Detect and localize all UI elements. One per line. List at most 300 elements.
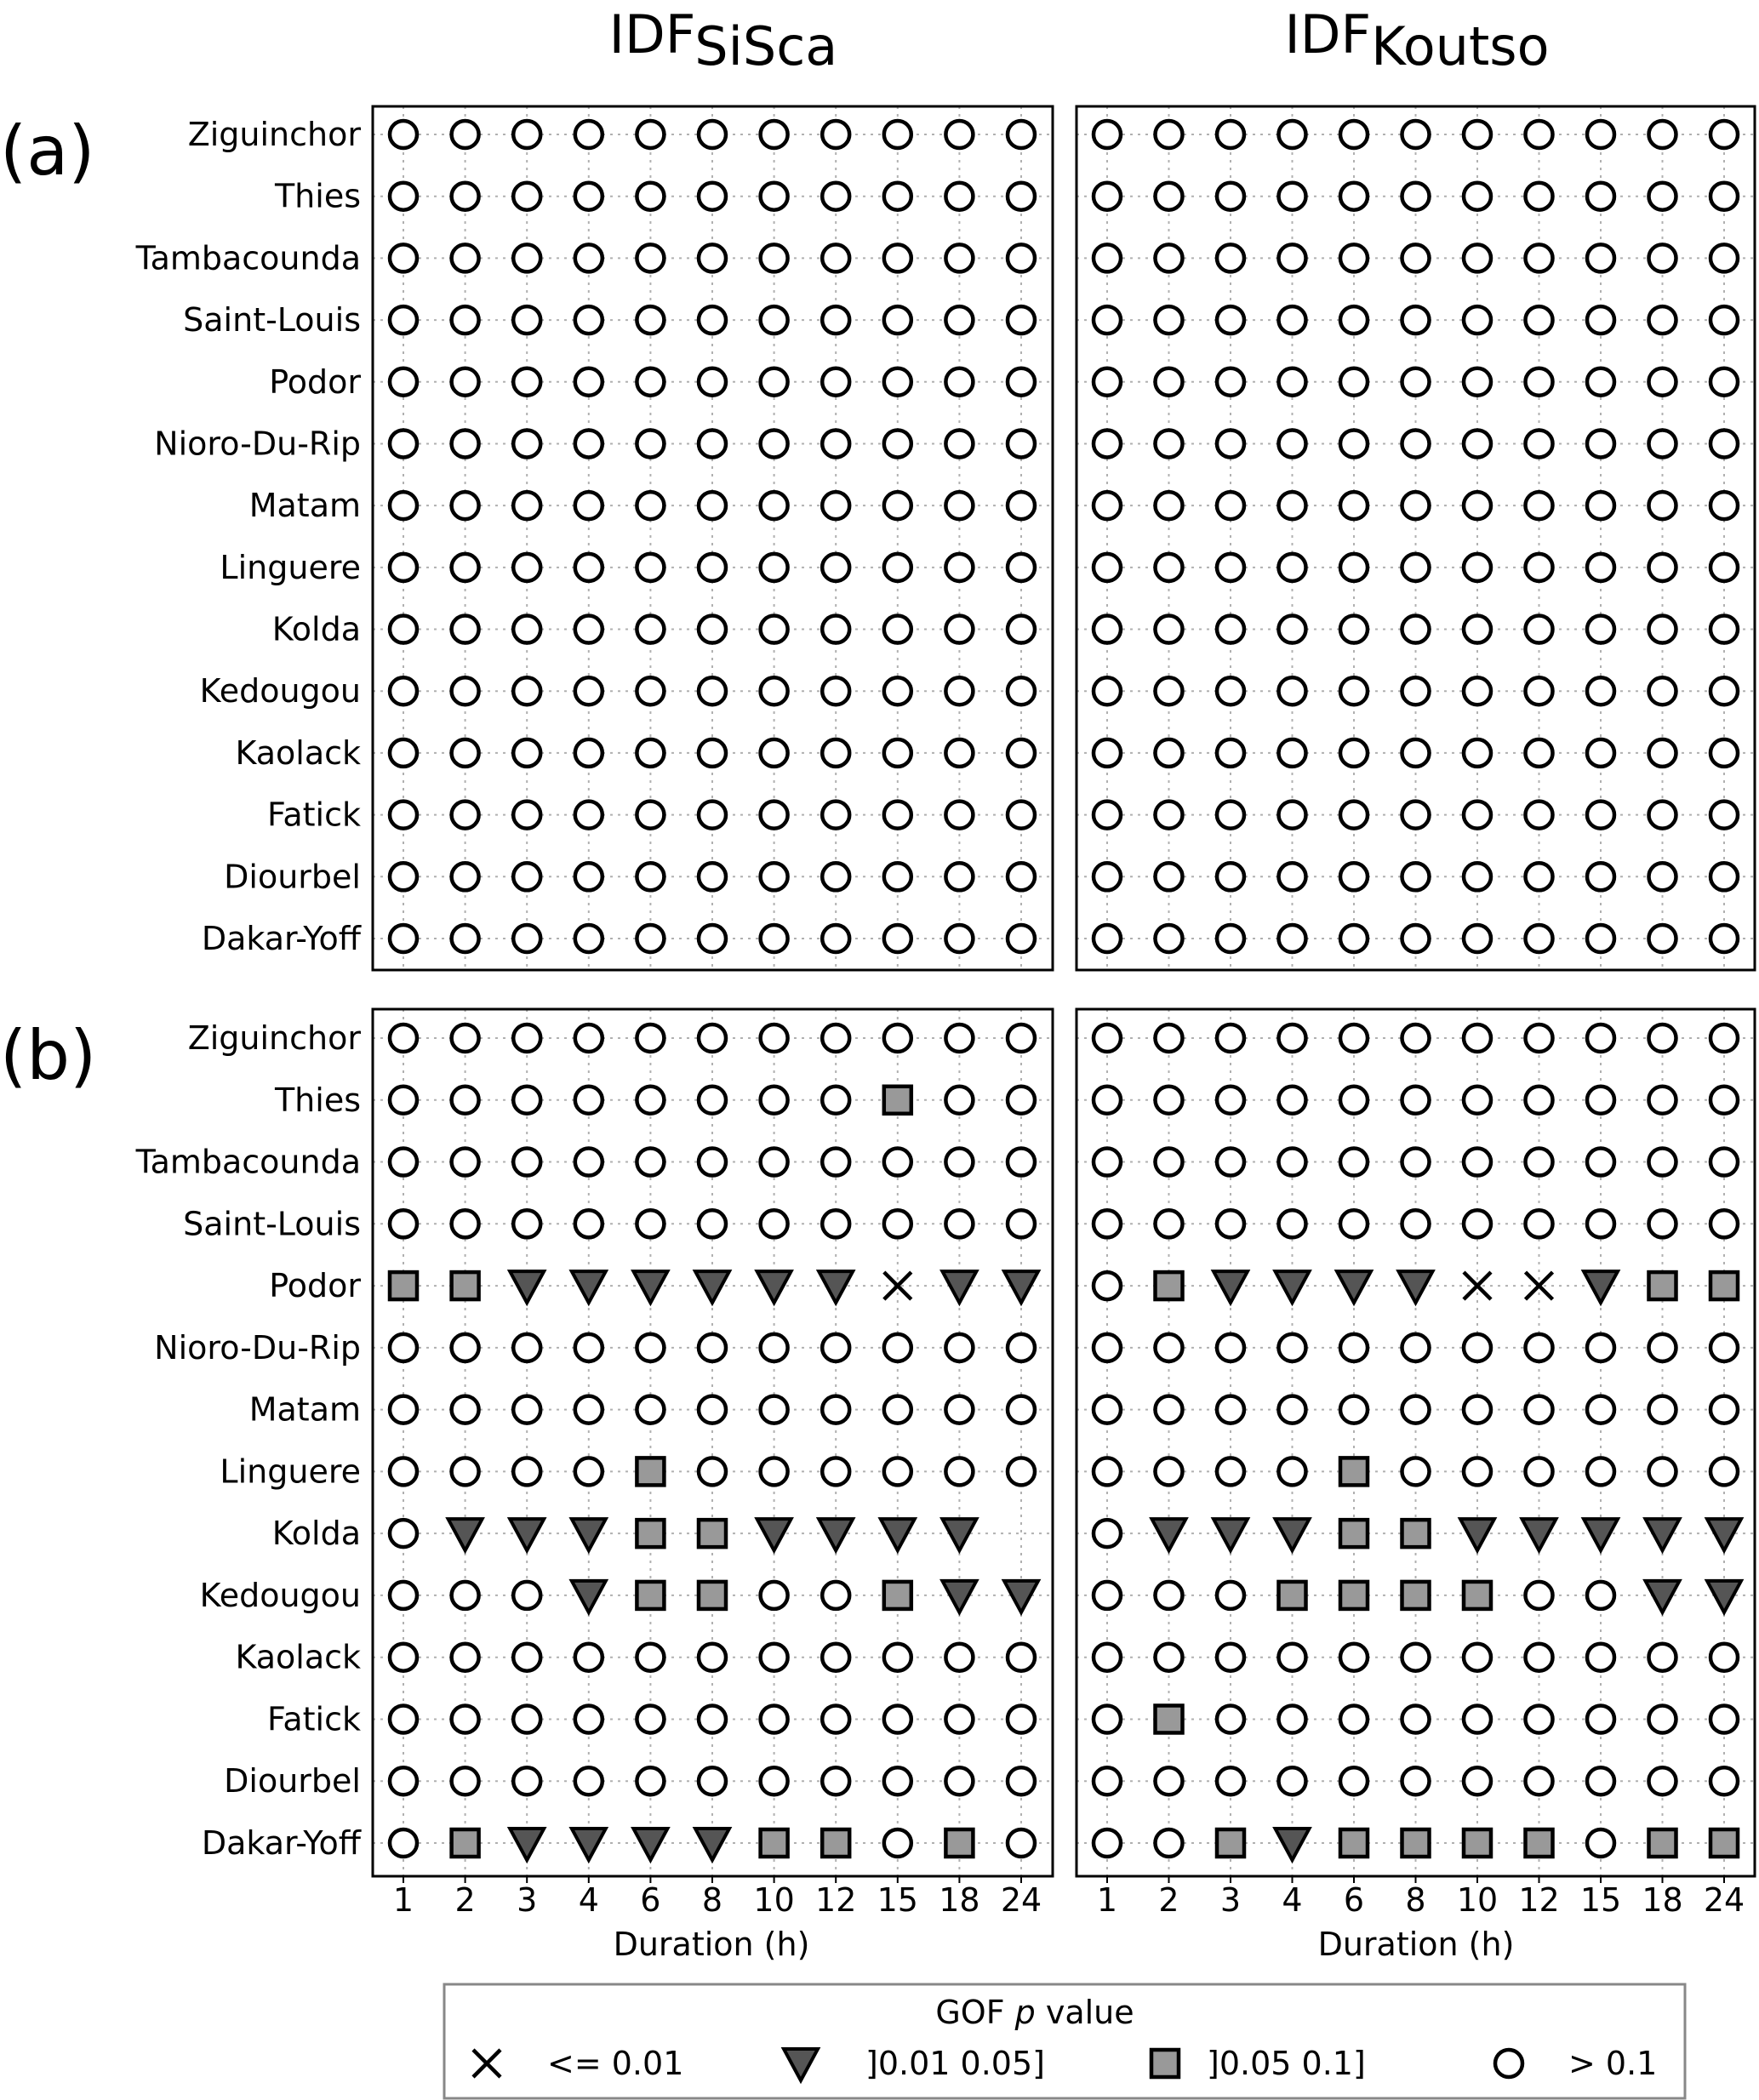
marker-linguere-15h xyxy=(1587,554,1614,581)
marker-diourbel-18h xyxy=(1649,1767,1676,1795)
marker-fatick-18h xyxy=(1649,802,1676,829)
marker-nioro-du-rip-4h xyxy=(1279,1334,1306,1361)
marker-ziguinchor-4h xyxy=(575,1024,603,1052)
marker-linguere-2h xyxy=(452,554,479,581)
marker-nioro-du-rip-8h xyxy=(1402,430,1430,457)
legend-label-square: ]0.05 0.1] xyxy=(1207,2045,1366,2082)
marker-kedougou-4h xyxy=(1279,677,1306,705)
marker-kedougou-1h xyxy=(1094,1582,1121,1609)
marker-matam-6h xyxy=(637,1396,664,1424)
marker-ziguinchor-2h xyxy=(452,121,479,148)
marker-podor-1h xyxy=(390,368,417,396)
x-tick-label: 12 xyxy=(815,1881,857,1919)
marker-kaolack-15h xyxy=(884,1644,911,1671)
marker-thies-4h xyxy=(1279,1087,1306,1114)
marker-tambacounda-10h xyxy=(1464,244,1491,271)
marker-dakar-yoff-18h xyxy=(945,925,973,952)
station-label: Kaolack xyxy=(235,733,361,772)
marker-kaolack-8h xyxy=(699,739,726,767)
station-label: Matam xyxy=(248,1390,361,1429)
marker-nioro-du-rip-4h xyxy=(1279,430,1306,457)
marker-kaolack-10h xyxy=(761,739,788,767)
marker-linguere-18h xyxy=(945,554,973,581)
panel-frame xyxy=(1077,106,1755,970)
marker-saint-louis-4h xyxy=(1279,1210,1306,1237)
marker-saint-louis-15h xyxy=(1587,306,1614,334)
marker-kolda-12h xyxy=(1526,616,1553,643)
marker-ziguinchor-24h xyxy=(1710,1024,1738,1052)
marker-matam-15h xyxy=(884,492,911,519)
marker-dakar-yoff-1h xyxy=(1094,1829,1121,1857)
marker-podor-6h xyxy=(1337,1271,1371,1303)
marker-thies-18h xyxy=(945,1087,973,1114)
panel-b-sisca xyxy=(135,1009,1053,1919)
marker-diourbel-3h xyxy=(513,1767,540,1795)
marker-thies-10h xyxy=(761,1087,788,1114)
marker-ziguinchor-3h xyxy=(513,121,540,148)
marker-kedougou-4h xyxy=(1279,1582,1306,1609)
marker-matam-4h xyxy=(575,1396,603,1424)
marker-dakar-yoff-24h xyxy=(1008,1829,1035,1857)
marker-thies-1h xyxy=(1094,183,1121,210)
station-label: Kaolack xyxy=(235,1638,361,1676)
marker-saint-louis-6h xyxy=(637,306,664,334)
marker-kedougou-2h xyxy=(452,677,479,705)
marker-kolda-18h xyxy=(1649,616,1676,643)
marker-kaolack-4h xyxy=(575,739,603,767)
marker-tambacounda-6h xyxy=(637,1149,664,1176)
marker-fatick-3h xyxy=(1217,1705,1244,1732)
marker-kolda-4h xyxy=(572,1519,606,1550)
marker-diourbel-4h xyxy=(575,1767,603,1795)
marker-ziguinchor-24h xyxy=(1710,121,1738,148)
marker-kedougou-6h xyxy=(637,677,664,705)
marker-tambacounda-8h xyxy=(1402,244,1430,271)
marker-kaolack-15h xyxy=(1587,739,1614,767)
marker-saint-louis-15h xyxy=(884,1210,911,1237)
marker-kedougou-12h xyxy=(1526,677,1553,705)
marker-kaolack-3h xyxy=(513,739,540,767)
marker-tambacounda-1h xyxy=(390,244,417,271)
marker-nioro-du-rip-3h xyxy=(1217,430,1244,457)
marker-linguere-24h xyxy=(1008,554,1035,581)
marker-diourbel-24h xyxy=(1710,863,1738,890)
marker-tambacounda-4h xyxy=(575,1149,603,1176)
marker-dakar-yoff-4h xyxy=(572,1829,606,1860)
marker-saint-louis-8h xyxy=(699,306,726,334)
marker-saint-louis-1h xyxy=(390,306,417,334)
marker-kaolack-6h xyxy=(637,739,664,767)
marker-kaolack-8h xyxy=(1402,1644,1430,1671)
x-tick-label: 12 xyxy=(1518,1881,1560,1919)
marker-ziguinchor-12h xyxy=(822,121,849,148)
x-tick-label: 15 xyxy=(1579,1881,1622,1919)
marker-saint-louis-12h xyxy=(822,306,849,334)
marker-linguere-2h xyxy=(1156,554,1183,581)
marker-thies-15h xyxy=(1587,183,1614,210)
marker-linguere-6h xyxy=(1340,554,1368,581)
marker-kaolack-18h xyxy=(1649,739,1676,767)
marker-tambacounda-12h xyxy=(822,244,849,271)
marker-saint-louis-8h xyxy=(699,1210,726,1237)
marker-ziguinchor-15h xyxy=(1587,1024,1614,1052)
marker-dakar-yoff-3h xyxy=(513,925,540,952)
legend-title xyxy=(935,1994,1134,2031)
marker-tambacounda-6h xyxy=(637,244,664,271)
marker-kolda-8h xyxy=(699,616,726,643)
marker-nioro-du-rip-18h xyxy=(1649,430,1676,457)
marker-linguere-4h xyxy=(1279,1458,1306,1485)
panel-frame xyxy=(373,106,1053,970)
marker-podor-24h xyxy=(1004,1271,1038,1303)
marker-diourbel-12h xyxy=(822,863,849,890)
marker-kedougou-2h xyxy=(452,1582,479,1609)
marker-ziguinchor-10h xyxy=(1464,1024,1491,1052)
marker-saint-louis-3h xyxy=(1217,1210,1244,1237)
marker-matam-8h xyxy=(1402,1396,1430,1424)
marker-matam-8h xyxy=(1402,492,1430,519)
marker-dakar-yoff-15h xyxy=(1587,1829,1614,1857)
marker-matam-24h xyxy=(1710,492,1738,519)
marker-nioro-du-rip-4h xyxy=(575,1334,603,1361)
marker-podor-3h xyxy=(1217,368,1244,396)
marker-fatick-10h xyxy=(761,802,788,829)
marker-fatick-4h xyxy=(1279,1705,1306,1732)
marker-diourbel-15h xyxy=(884,863,911,890)
x-tick-label: 8 xyxy=(1405,1881,1426,1919)
legend-title-prefix: GOF xyxy=(935,1994,1015,2031)
marker-podor-15h xyxy=(1587,368,1614,396)
marker-saint-louis-8h xyxy=(1402,1210,1430,1237)
marker-nioro-du-rip-12h xyxy=(822,1334,849,1361)
marker-tambacounda-2h xyxy=(1156,244,1183,271)
marker-kaolack-1h xyxy=(1094,1644,1121,1671)
marker-kedougou-12h xyxy=(822,1582,849,1609)
marker-saint-louis-1h xyxy=(1094,1210,1121,1237)
marker-matam-8h xyxy=(699,492,726,519)
marker-dakar-yoff-2h xyxy=(1156,925,1183,952)
marker-diourbel-2h xyxy=(452,1767,479,1795)
marker-dakar-yoff-4h xyxy=(1276,1829,1310,1860)
marker-matam-3h xyxy=(1217,492,1244,519)
marker-diourbel-8h xyxy=(1402,1767,1430,1795)
marker-ziguinchor-2h xyxy=(1156,121,1183,148)
marker-dakar-yoff-8h xyxy=(1402,1829,1430,1857)
marker-thies-2h xyxy=(452,183,479,210)
marker-kaolack-6h xyxy=(1340,739,1368,767)
marker-nioro-du-rip-6h xyxy=(1340,430,1368,457)
marker-matam-4h xyxy=(1279,1396,1306,1424)
x-tick-label: 2 xyxy=(1158,1881,1179,1919)
marker-thies-2h xyxy=(1156,1087,1183,1114)
marker-thies-18h xyxy=(1649,1087,1676,1114)
marker-linguere-15h xyxy=(1587,1458,1614,1485)
station-label: Podor xyxy=(269,1267,361,1305)
station-label: Thies xyxy=(274,177,361,215)
marker-thies-4h xyxy=(575,1087,603,1114)
marker-saint-louis-3h xyxy=(1217,306,1244,334)
marker-kaolack-2h xyxy=(1156,739,1183,767)
x-tick-label: 24 xyxy=(1703,1881,1745,1919)
marker-linguere-12h xyxy=(822,1458,849,1485)
marker-kedougou-8h xyxy=(1402,677,1430,705)
marker-nioro-du-rip-6h xyxy=(637,430,664,457)
marker-dakar-yoff-3h xyxy=(1217,1829,1244,1857)
marker-diourbel-2h xyxy=(1156,863,1183,890)
marker-kolda-8h xyxy=(1402,616,1430,643)
marker-tambacounda-18h xyxy=(1649,1149,1676,1176)
column-title-sisca-base: IDF xyxy=(608,3,695,66)
marker-nioro-du-rip-1h xyxy=(1094,430,1121,457)
marker-kolda-2h xyxy=(452,616,479,643)
marker-dakar-yoff-1h xyxy=(1094,925,1121,952)
marker-kedougou-10h xyxy=(761,1582,788,1609)
station-label: Nioro-Du-Rip xyxy=(154,425,361,463)
marker-fatick-3h xyxy=(513,802,540,829)
marker-ziguinchor-4h xyxy=(1279,1024,1306,1052)
column-title-koutso-base: IDF xyxy=(1284,3,1372,66)
marker-ziguinchor-2h xyxy=(452,1024,479,1052)
marker-dakar-yoff-10h xyxy=(1464,925,1491,952)
marker-kedougou-18h xyxy=(942,1581,976,1612)
legend-marker-square xyxy=(1151,2050,1179,2077)
station-label: Tambacounda xyxy=(135,239,361,277)
marker-kedougou-3h xyxy=(513,677,540,705)
marker-nioro-du-rip-10h xyxy=(1464,430,1491,457)
marker-matam-1h xyxy=(1094,1396,1121,1424)
x-axis-label-right: Duration (h) xyxy=(1317,1926,1515,1963)
marker-nioro-du-rip-18h xyxy=(1649,1334,1676,1361)
marker-podor-24h xyxy=(1710,368,1738,396)
marker-nioro-du-rip-1h xyxy=(1094,1334,1121,1361)
marker-matam-8h xyxy=(699,1396,726,1424)
marker-matam-12h xyxy=(1526,1396,1553,1424)
marker-nioro-du-rip-24h xyxy=(1710,1334,1738,1361)
marker-ziguinchor-1h xyxy=(390,1024,417,1052)
marker-dakar-yoff-4h xyxy=(575,925,603,952)
marker-kolda-18h xyxy=(1646,1519,1680,1550)
marker-kedougou-4h xyxy=(575,677,603,705)
marker-fatick-8h xyxy=(699,802,726,829)
marker-ziguinchor-8h xyxy=(699,1024,726,1052)
marker-ziguinchor-10h xyxy=(761,121,788,148)
marker-dakar-yoff-24h xyxy=(1710,925,1738,952)
marker-tambacounda-4h xyxy=(575,244,603,271)
marker-ziguinchor-6h xyxy=(1340,121,1368,148)
marker-diourbel-18h xyxy=(945,863,973,890)
marker-fatick-1h xyxy=(390,802,417,829)
marker-nioro-du-rip-12h xyxy=(822,430,849,457)
marker-podor-6h xyxy=(1340,368,1368,396)
marker-kolda-10h xyxy=(1464,616,1491,643)
marker-thies-6h xyxy=(1340,183,1368,210)
marker-dakar-yoff-8h xyxy=(1402,925,1430,952)
marker-thies-6h xyxy=(637,1087,664,1114)
marker-fatick-6h xyxy=(637,802,664,829)
marker-thies-8h xyxy=(1402,1087,1430,1114)
marker-dakar-yoff-4h xyxy=(1279,925,1306,952)
marker-linguere-24h xyxy=(1710,1458,1738,1485)
marker-kaolack-3h xyxy=(513,1644,540,1671)
marker-dakar-yoff-6h xyxy=(1340,1829,1368,1857)
marker-ziguinchor-15h xyxy=(884,1024,911,1052)
marker-diourbel-18h xyxy=(945,1767,973,1795)
marker-fatick-4h xyxy=(1279,802,1306,829)
marker-dakar-yoff-2h xyxy=(452,1829,479,1857)
marker-linguere-4h xyxy=(575,554,603,581)
marker-dakar-yoff-15h xyxy=(884,925,911,952)
marker-ziguinchor-1h xyxy=(1094,121,1121,148)
marker-diourbel-2h xyxy=(452,863,479,890)
marker-fatick-10h xyxy=(761,1705,788,1732)
marker-ziguinchor-3h xyxy=(1217,121,1244,148)
marker-linguere-8h xyxy=(1402,554,1430,581)
marker-kedougou-12h xyxy=(822,677,849,705)
marker-fatick-24h xyxy=(1008,1705,1035,1732)
legend-title-italic: p xyxy=(1014,1994,1036,2031)
marker-matam-10h xyxy=(761,492,788,519)
marker-podor-18h xyxy=(1649,1272,1676,1299)
marker-linguere-1h xyxy=(1094,1458,1121,1485)
marker-kolda-12h xyxy=(1522,1519,1556,1550)
marker-thies-12h xyxy=(1526,183,1553,210)
marker-linguere-2h xyxy=(1156,1458,1183,1485)
marker-kedougou-3h xyxy=(513,1582,540,1609)
marker-fatick-24h xyxy=(1710,1705,1738,1732)
column-title-koutso xyxy=(1284,3,1549,77)
marker-linguere-12h xyxy=(1526,1458,1553,1485)
marker-kedougou-6h xyxy=(1340,677,1368,705)
marker-nioro-du-rip-2h xyxy=(1156,1334,1183,1361)
x-tick-label: 2 xyxy=(454,1881,476,1919)
marker-nioro-du-rip-10h xyxy=(761,430,788,457)
marker-fatick-2h xyxy=(1156,802,1183,829)
marker-tambacounda-18h xyxy=(1649,244,1676,271)
marker-dakar-yoff-15h xyxy=(1587,925,1614,952)
marker-dakar-yoff-6h xyxy=(1340,925,1368,952)
marker-kaolack-2h xyxy=(452,1644,479,1671)
x-tick-label: 6 xyxy=(640,1881,661,1919)
marker-saint-louis-6h xyxy=(637,1210,664,1237)
marker-linguere-24h xyxy=(1008,1458,1035,1485)
marker-saint-louis-2h xyxy=(1156,1210,1183,1237)
marker-matam-18h xyxy=(945,492,973,519)
marker-thies-10h xyxy=(1464,1087,1491,1114)
marker-saint-louis-2h xyxy=(1156,306,1183,334)
marker-diourbel-2h xyxy=(1156,1767,1183,1795)
marker-kaolack-15h xyxy=(884,739,911,767)
marker-dakar-yoff-10h xyxy=(761,1829,788,1857)
marker-matam-18h xyxy=(945,1396,973,1424)
marker-tambacounda-1h xyxy=(1094,1149,1121,1176)
marker-nioro-du-rip-18h xyxy=(945,430,973,457)
marker-nioro-du-rip-15h xyxy=(1587,430,1614,457)
marker-tambacounda-10h xyxy=(1464,1149,1491,1176)
marker-kedougou-2h xyxy=(1156,677,1183,705)
marker-kolda-3h xyxy=(1217,616,1244,643)
legend xyxy=(444,1984,1685,2098)
marker-matam-12h xyxy=(1526,492,1553,519)
marker-tambacounda-8h xyxy=(699,244,726,271)
marker-ziguinchor-3h xyxy=(1217,1024,1244,1052)
marker-podor-24h xyxy=(1710,1272,1738,1299)
marker-linguere-4h xyxy=(1279,554,1306,581)
marker-podor-2h xyxy=(452,1272,479,1299)
marker-kedougou-1h xyxy=(1094,677,1121,705)
marker-podor-15h xyxy=(1584,1271,1618,1303)
panel-a-sisca xyxy=(135,106,1053,970)
row-label-a: (a) xyxy=(0,111,95,191)
marker-matam-1h xyxy=(390,492,417,519)
marker-matam-10h xyxy=(1464,492,1491,519)
marker-thies-1h xyxy=(1094,1087,1121,1114)
marker-kedougou-8h xyxy=(699,1582,726,1609)
marker-saint-louis-2h xyxy=(452,306,479,334)
marker-nioro-du-rip-1h xyxy=(390,430,417,457)
station-label: Ziguinchor xyxy=(187,116,361,153)
marker-tambacounda-4h xyxy=(1279,244,1306,271)
marker-diourbel-12h xyxy=(822,1767,849,1795)
marker-fatick-1h xyxy=(1094,1705,1121,1732)
marker-kolda-2h xyxy=(1156,616,1183,643)
x-tick-label: 24 xyxy=(1000,1881,1042,1919)
marker-thies-2h xyxy=(452,1087,479,1114)
marker-kaolack-18h xyxy=(945,739,973,767)
marker-nioro-du-rip-15h xyxy=(884,1334,911,1361)
marker-fatick-2h xyxy=(452,1705,479,1732)
marker-diourbel-8h xyxy=(1402,863,1430,890)
marker-tambacounda-10h xyxy=(761,1149,788,1176)
legend-title-suffix: value xyxy=(1035,1994,1134,2031)
legend-marker-circle xyxy=(1495,2050,1522,2077)
marker-kedougou-8h xyxy=(699,677,726,705)
marker-linguere-4h xyxy=(575,1458,603,1485)
marker-kolda-8h xyxy=(1402,1520,1430,1547)
x-tick-label: 4 xyxy=(578,1881,599,1919)
marker-linguere-10h xyxy=(1464,554,1491,581)
marker-kolda-12h xyxy=(819,1519,853,1550)
marker-ziguinchor-24h xyxy=(1008,1024,1035,1052)
marker-fatick-12h xyxy=(1526,1705,1553,1732)
marker-linguere-15h xyxy=(884,1458,911,1485)
marker-tambacounda-2h xyxy=(452,1149,479,1176)
marker-diourbel-10h xyxy=(1464,1767,1491,1795)
marker-tambacounda-8h xyxy=(1402,1149,1430,1176)
marker-podor-1h xyxy=(390,1272,417,1299)
marker-fatick-1h xyxy=(390,1705,417,1732)
marker-nioro-du-rip-10h xyxy=(1464,1334,1491,1361)
marker-diourbel-3h xyxy=(1217,863,1244,890)
marker-podor-4h xyxy=(1279,368,1306,396)
marker-linguere-1h xyxy=(390,554,417,581)
marker-thies-24h xyxy=(1710,1087,1738,1114)
x-tick-label: 8 xyxy=(701,1881,723,1919)
marker-nioro-du-rip-1h xyxy=(390,1334,417,1361)
marker-kaolack-10h xyxy=(1464,739,1491,767)
marker-ziguinchor-15h xyxy=(884,121,911,148)
marker-thies-8h xyxy=(1402,183,1430,210)
marker-kolda-3h xyxy=(1214,1519,1248,1550)
marker-podor-3h xyxy=(513,368,540,396)
marker-tambacounda-15h xyxy=(884,1149,911,1176)
marker-kolda-3h xyxy=(510,1519,544,1550)
column-title-sisca-sub: SiSca xyxy=(694,15,838,77)
marker-linguere-10h xyxy=(1464,1458,1491,1485)
marker-podor-1h xyxy=(1094,1272,1121,1299)
marker-nioro-du-rip-24h xyxy=(1008,1334,1035,1361)
station-label: Kedougou xyxy=(199,1576,361,1614)
marker-thies-1h xyxy=(390,183,417,210)
